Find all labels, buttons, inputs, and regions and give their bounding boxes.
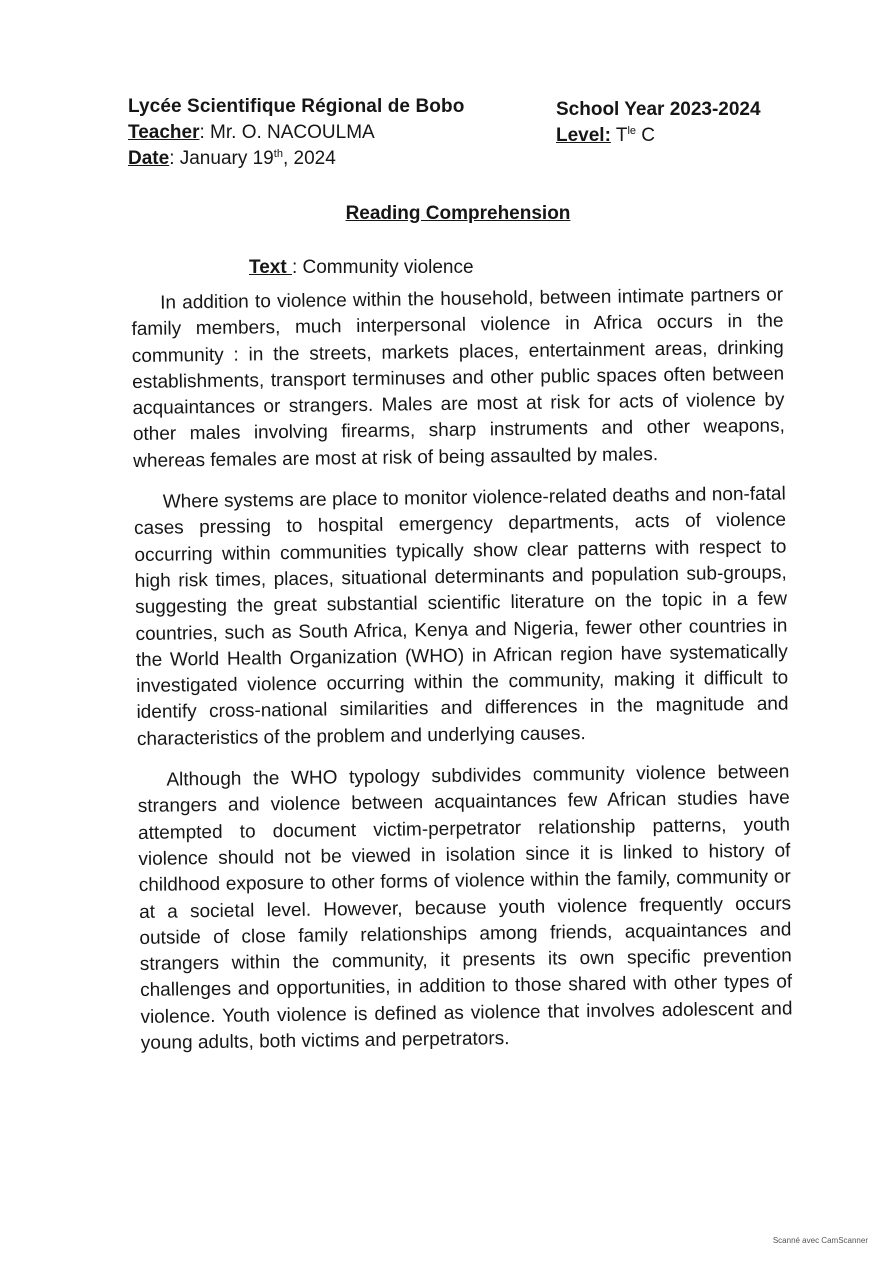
school-name: Lycée Scientifique Régional de Bobo (128, 96, 465, 117)
teacher-line (128, 120, 464, 146)
level-suffix: le (627, 125, 637, 137)
school-year: School Year 2023-2024 (556, 99, 761, 120)
paragraph-1: In addition to violence within the household, between intimate partners or family members, much interpersonal violence in Africa occurs in the community : in the streets, markets places, entertainment areas, drinking establishments, transport terminuses and other public spaces often between acquaintances or strangers. Males are most at risk for acts of violence by other males involving firearms, sharp instruments and other weapons, whereas females are most at risk of being assaulted by males. (131, 284, 785, 472)
level-value-pre: T (610, 125, 628, 146)
text-label: Text (249, 257, 292, 278)
text-topic: : Community violence (291, 257, 474, 278)
header-right (556, 97, 761, 149)
date-label: Date (128, 148, 170, 169)
passage-body (131, 282, 793, 1072)
header-left (128, 94, 464, 172)
level-value-post: C (636, 125, 656, 146)
teacher-value: : Mr. O. NACOULMA (199, 122, 375, 143)
level-line (556, 123, 761, 149)
paragraph-3: Although the WHO typology subdivides community violence between strangers and violence between acquaintances few African studies have attempted to document victim-perpetrator relationship patterns, youth violence should not be viewed in isolation since it is linked to history of childhood exposure to other forms of violence within the family, community or at a societal level. However, because youth violence frequently occurs outside of close family relationships among friends, acquaintances and strangers within the community, it presents its own specific prevention challenges and opportunities, in addition to those shared with other types of violence. Youth violence is defined as violence that involves adolescent and young adults, both victims and perpetrators. (137, 761, 793, 1054)
date-value-pre: : January 19 (169, 148, 274, 169)
level-label: Level: (556, 125, 611, 146)
paragraph-2: Where systems are place to monitor violence-related deaths and non-fatal cases pressing to hospital emergency departments, acts of violence occurring within communities typically show clear patterns with respect to high risk times, places, situational determinants and population sub-groups, suggesting the great substantial scientific literature on the topic in a few countries, such as South Africa, Kenya and Nigeria, fewer other countries in the World Health Organization (WHO) in African region have systematically investigated violence occurring within the community, making it difficult to identify cross-national similarities and differences in the magnitude and characteristics of the problem and underlying causes. (133, 483, 789, 750)
scanner-watermark: Scanné avec CamScanner (772, 1236, 868, 1245)
text-heading (249, 257, 474, 279)
date-value-post: , 2024 (282, 148, 336, 169)
date-suffix: th (273, 148, 283, 160)
page-title: Reading Comprehension (345, 203, 571, 224)
date-line (128, 146, 464, 172)
teacher-label: Teacher (128, 122, 200, 143)
